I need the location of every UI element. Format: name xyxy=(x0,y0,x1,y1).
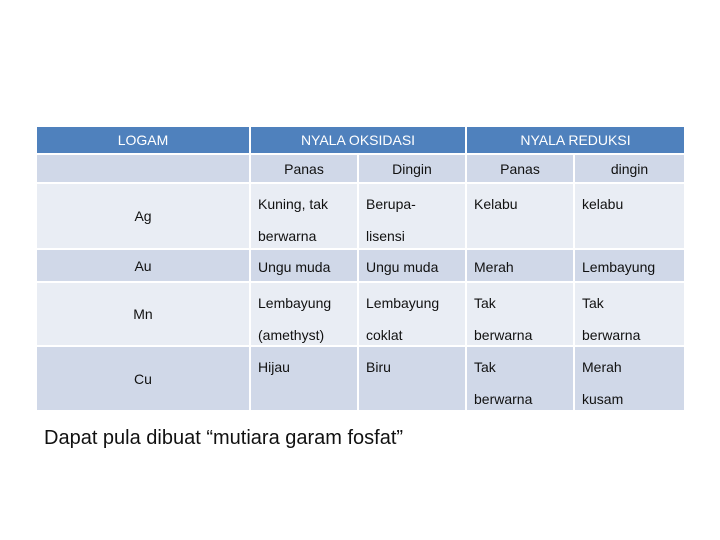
cell-line: Ungu muda xyxy=(258,259,331,275)
table-cell xyxy=(359,184,465,248)
table-cell xyxy=(467,347,573,410)
cell-line: lisensi xyxy=(366,228,405,244)
table-cell xyxy=(359,283,465,345)
header-nyala-reduksi: NYALA REDUKSI xyxy=(467,127,684,153)
header-logam: LOGAM xyxy=(37,127,249,153)
subheader-oksidasi-dingin: Dingin xyxy=(359,155,465,182)
cell-line: Lembayung xyxy=(582,259,656,275)
caption: Dapat pula dibuat “mutiara garam fosfat” xyxy=(44,427,404,449)
cell-line: coklat xyxy=(366,327,403,343)
table-cell xyxy=(575,250,684,281)
table-cell xyxy=(467,283,573,345)
cell-logam: Mn xyxy=(37,283,249,345)
table-cell xyxy=(251,184,357,248)
table-cell xyxy=(467,250,573,281)
cell-logam: Cu xyxy=(37,347,249,410)
cell-line: (amethyst) xyxy=(258,327,325,343)
cell-line: Lembayung xyxy=(366,295,440,311)
cell-line: Hijau xyxy=(258,359,290,375)
cell-line: Lembayung xyxy=(258,295,332,311)
cell-line: berwarna xyxy=(474,327,533,343)
table-cell xyxy=(251,283,357,345)
table-cell xyxy=(359,250,465,281)
subheader-oksidasi-panas: Panas xyxy=(251,155,357,182)
table-cell xyxy=(251,347,357,410)
cell-line: Ungu muda xyxy=(366,259,439,275)
cell-line: berwarna xyxy=(258,228,317,244)
cell-line: Berupa- xyxy=(366,196,416,212)
subheader-reduksi-dingin: dingin xyxy=(575,155,684,182)
table-cell xyxy=(251,250,357,281)
cell-line: Biru xyxy=(366,359,391,375)
header-nyala-oksidasi: NYALA OKSIDASI xyxy=(251,127,465,153)
cell-line: Tak xyxy=(474,295,496,311)
cell-line: Merah xyxy=(582,359,622,375)
cell-line: Tak xyxy=(474,359,496,375)
cell-line: berwarna xyxy=(474,391,533,407)
cell-line: kelabu xyxy=(582,196,624,212)
subheader-reduksi-panas: Panas xyxy=(467,155,573,182)
table-cell xyxy=(467,184,573,248)
cell-line: Merah xyxy=(474,259,514,275)
cell-line: kusam xyxy=(582,391,624,407)
cell-line: Kelabu xyxy=(474,196,518,212)
subheader-empty xyxy=(37,155,249,182)
cell-line: Kuning, tak xyxy=(258,196,329,212)
table-cell xyxy=(575,283,684,345)
cell-logam: Au xyxy=(37,250,249,281)
cell-logam: Ag xyxy=(37,184,249,248)
table-cell xyxy=(575,184,684,248)
table-cell xyxy=(359,347,465,410)
cell-line: berwarna xyxy=(582,327,641,343)
table-cell xyxy=(575,347,684,410)
cell-line: Tak xyxy=(582,295,604,311)
